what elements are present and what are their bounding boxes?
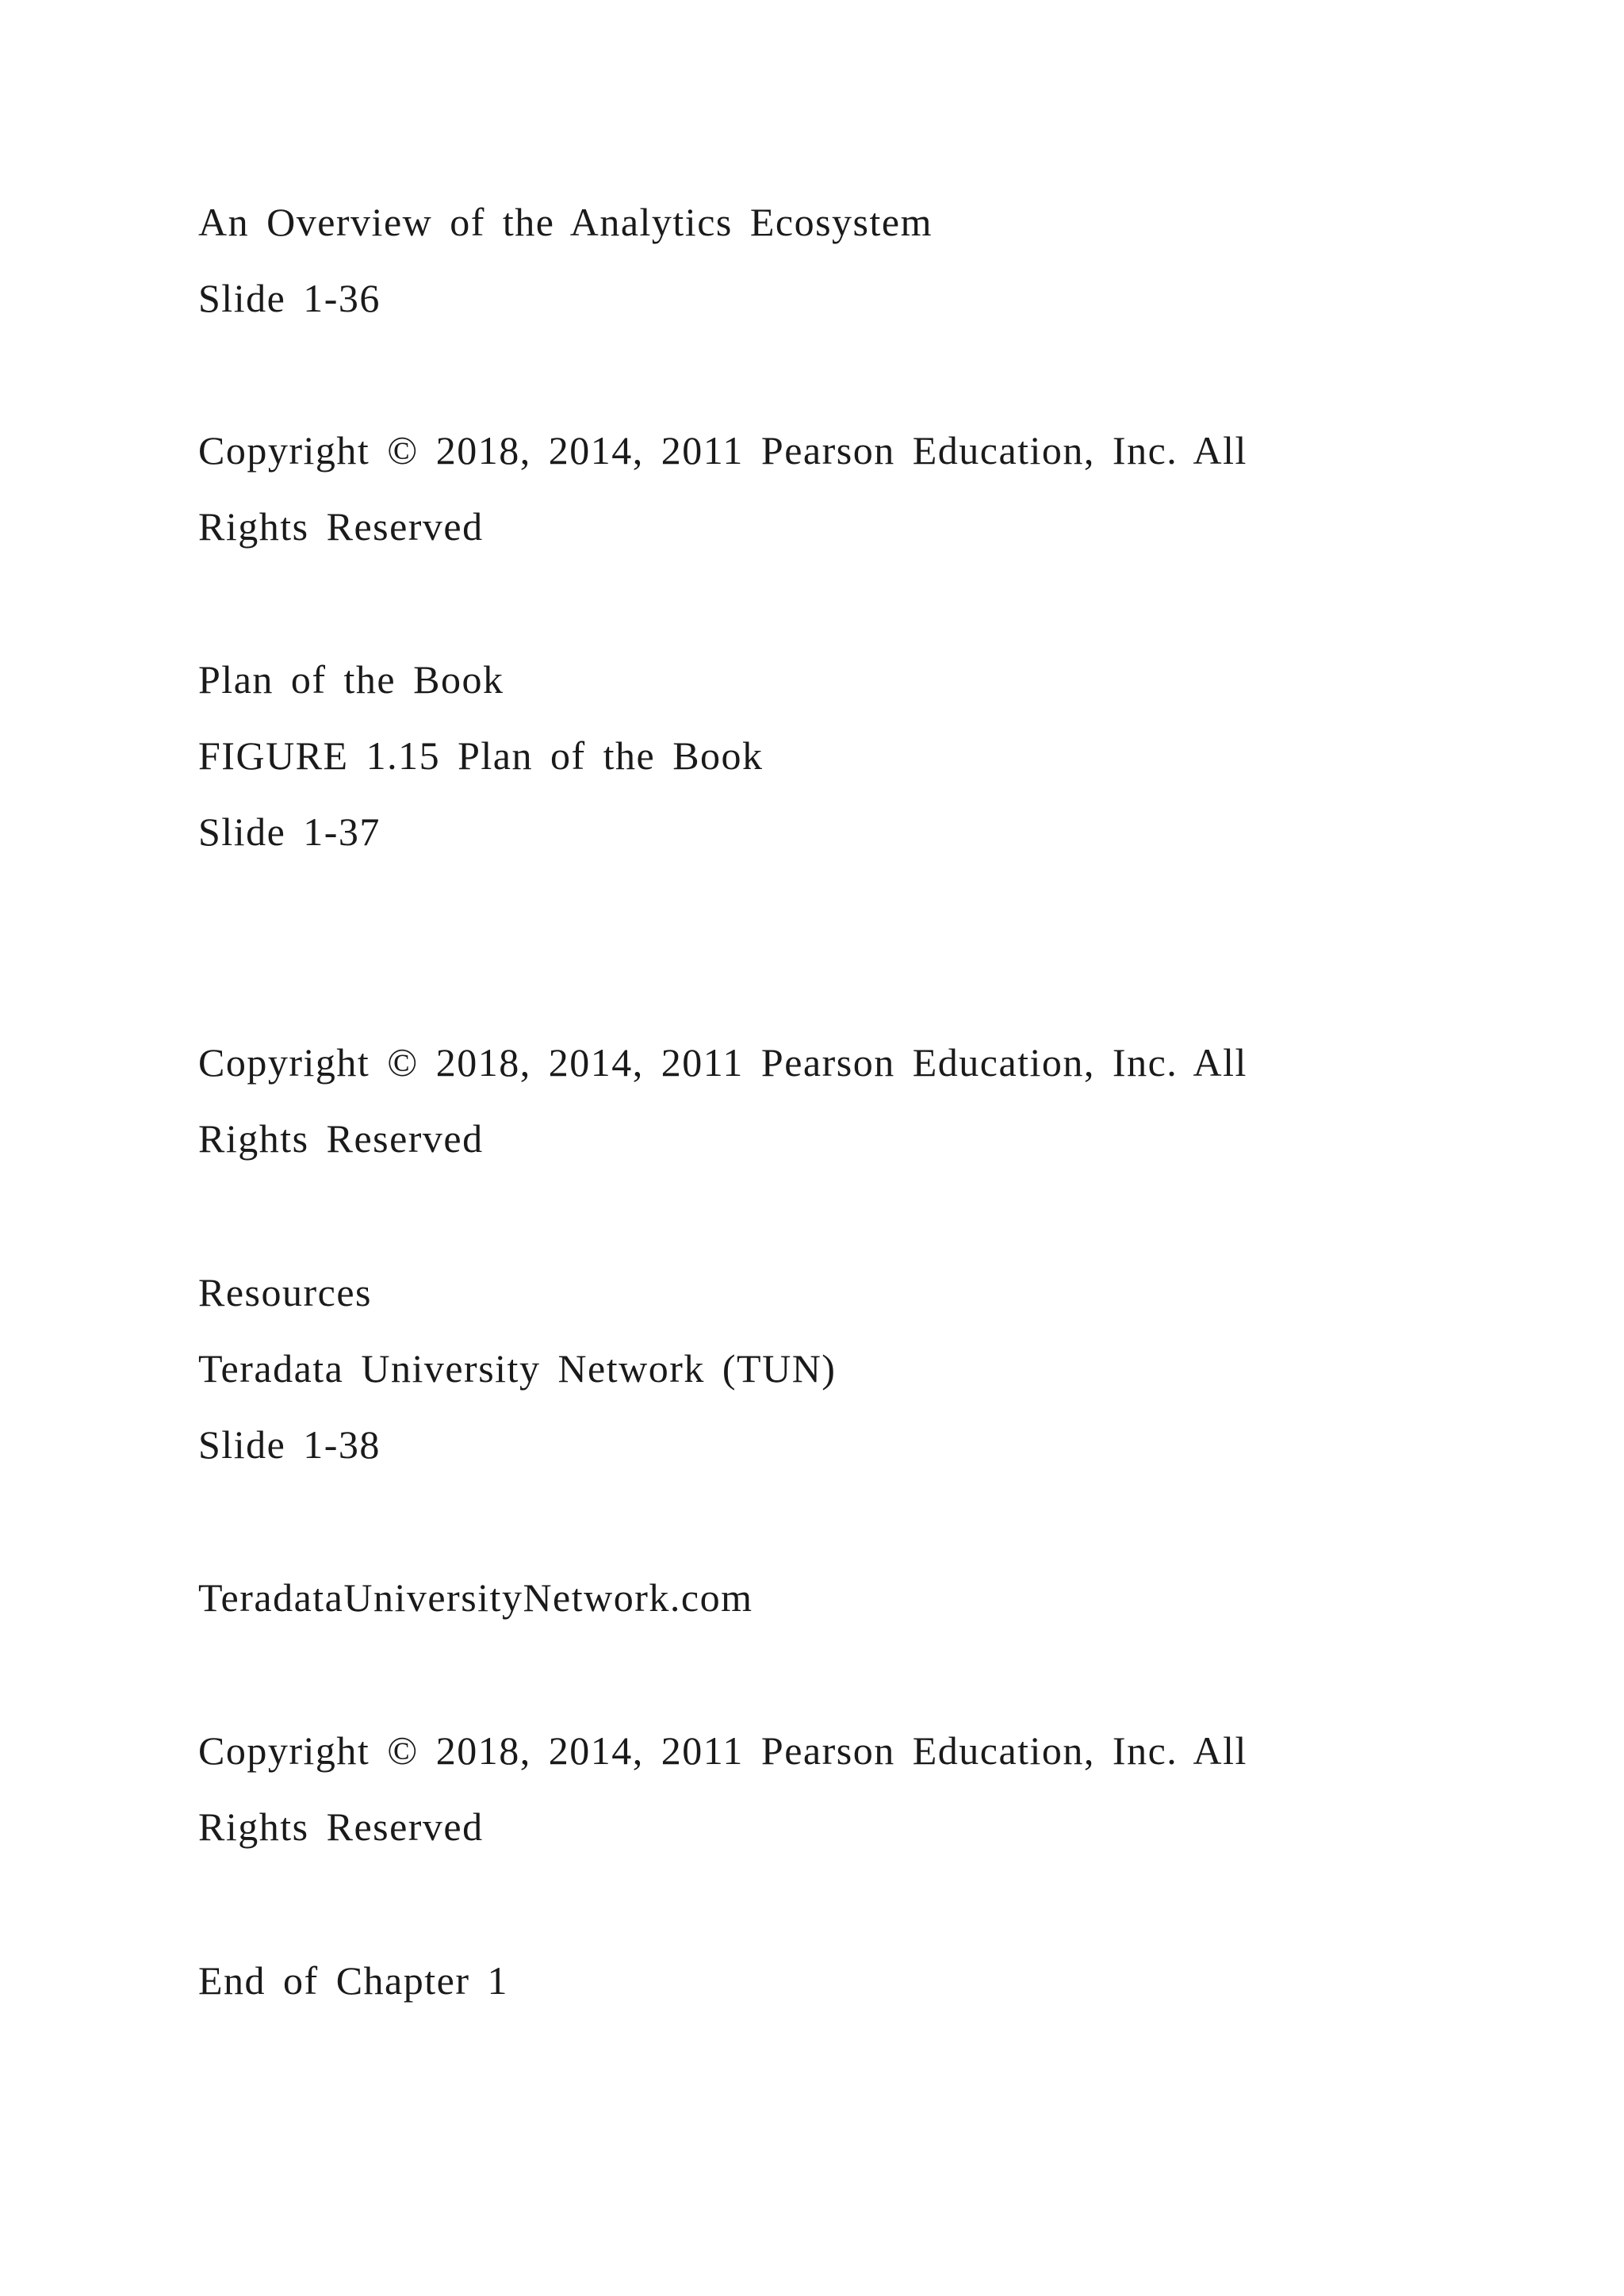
section-heading: An Overview of the Analytics Ecosystem [198, 200, 933, 244]
slide-number: Slide 1-37 [198, 809, 381, 854]
copyright-line-continued: Rights Reserved [198, 504, 484, 549]
copyright-line-continued: Rights Reserved [198, 1804, 484, 1849]
slide-number: Slide 1-36 [198, 276, 381, 320]
section-heading: Resources [198, 1270, 372, 1314]
figure-caption: FIGURE 1.15 Plan of the Book [198, 733, 764, 778]
copyright-line: Copyright © 2018, 2014, 2011 Pearson Education, Inc. All [198, 1728, 1247, 1773]
website-url: TeradataUniversityNetwork.com [198, 1575, 753, 1620]
copyright-line: Copyright © 2018, 2014, 2011 Pearson Education, Inc. All [198, 428, 1247, 473]
slide-number: Slide 1-38 [198, 1422, 381, 1467]
chapter-end-text: End of Chapter 1 [198, 1958, 508, 2003]
body-text: Teradata University Network (TUN) [198, 1346, 837, 1391]
copyright-line-continued: Rights Reserved [198, 1116, 484, 1161]
copyright-line: Copyright © 2018, 2014, 2011 Pearson Education, Inc. All [198, 1040, 1247, 1085]
section-heading: Plan of the Book [198, 657, 504, 702]
